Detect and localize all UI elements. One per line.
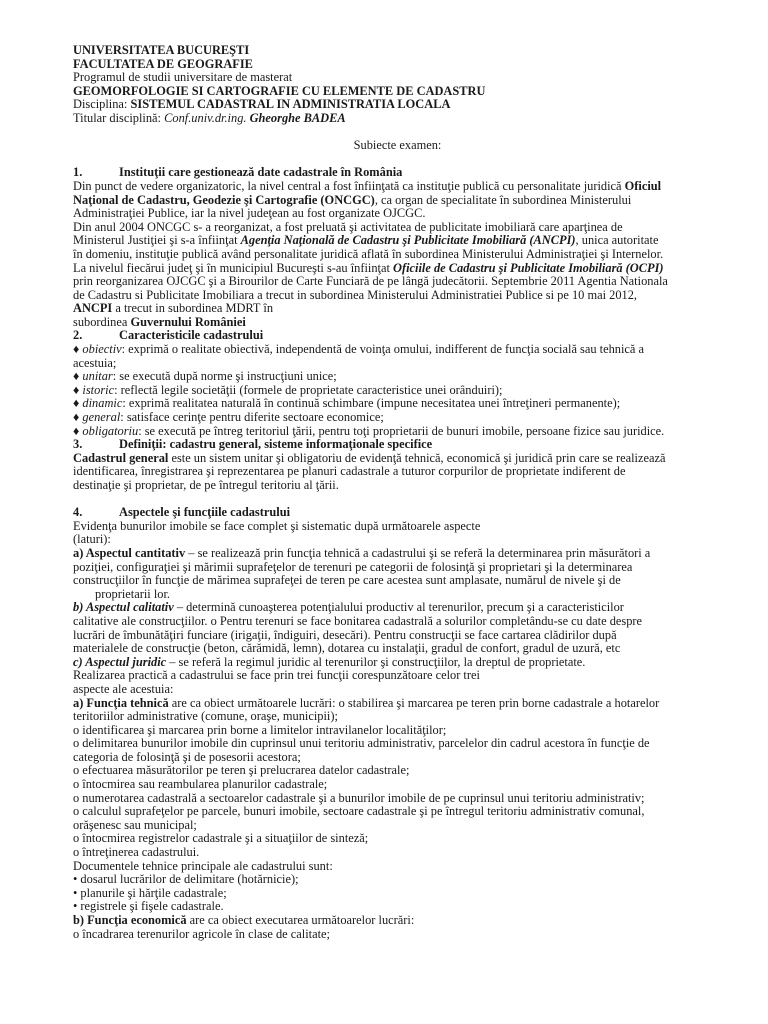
list-item: o delimitarea bunurilor imobile din cuprinsul unui teritoriu administrativ, parcelelor din cadrul acestora în funcţie de [73,736,650,751]
holder-label: Titular disciplină: [73,110,165,125]
list-item: o efectuarea măsurătorilor pe teren şi prelucrarea datelor cadastrale; [73,763,410,778]
section-2-title: Caracteristicile cadastrului [119,328,264,343]
documents-title: Documentele tehnice principale ale cadastrului sunt: [73,858,333,873]
technical-function-line: teritoriilor administrative (comune, oraşe, municipii); [73,709,338,724]
section-1-number: 1. [73,165,83,180]
section-3-heading [73,438,722,452]
section-3-title: Definiţii: cadastru general, sisteme informaţionale specifice [119,437,433,452]
section-2-number: 2. [73,328,83,343]
diamond-bullet-icon: ♦ [73,342,83,357]
list-item: o întreţinerea cadastrului. [73,845,200,860]
discipline-line [73,98,722,112]
holder-title: Conf.univ.dr.ing. [164,110,247,125]
list-item: • dosarul lucrărilor de delimitare (hotărnicie); [73,872,299,887]
aspect-juridical: c) Aspectul juridic – se referă la regimul juridic al terenurilor şi construcţiilor, la dreptul de proprietate. [73,654,586,669]
holder-line [73,112,722,126]
technical-function: a) Funcţia tehnică are ca obiect următoarele lucrări: o stabilirea şi marcarea pe teren prin borne cadastrale a hotarelor [73,695,660,710]
list-item: o întocmirea sau reambularea planurilor cadastrale; [73,777,328,792]
s3-line-1: Cadastrul general este un sistem unitar şi obligatoriu de evidenţă tehnică, economică şi juridică prin care se realizează [73,450,666,465]
list-item: o întocmirea registrelor cadastrale şi a situaţiilor de sinteză; [73,831,369,846]
section-4-title: Aspectele şi funcţiile cadastrului [119,505,291,520]
characteristic-item: ♦ istoric: reflectă legile societăţii (formele de proprietate caracteristice unei orânduiri); [73,382,503,397]
list-item: categoria de folosinţă şi de posesorii acestora; [73,749,301,764]
list-item: o încadrarea terenurilor agricole în clase de calitate; [73,926,330,941]
program-name: Programul de studii universitare de masterat [73,70,293,85]
diamond-bullet-icon: ♦ [73,396,83,411]
diamond-bullet-icon: ♦ [73,369,83,384]
holder-name: Gheorghe BADEA [246,110,346,125]
diamond-bullet-icon: ♦ [73,423,83,438]
characteristic-item: ♦ obligatoriu: se execută pe întreg teritoriul ţării, pentru toţi proprietarii de bunuri imobile, persoane fizice sau juridice. [73,423,665,438]
aspect-qualitative-line: lucrări de îmbunătăţiri funciare (irigaţii, îndiguiri, desecări). Pentru construcţii se face cartarea clădirilor după [73,627,617,642]
s1-line-11: subordinea Guvernului României [73,314,246,329]
aspect-quantitative: a) Aspectul cantitativ – se realizează prin funcţia tehnică a cadastrului şi se referă la determinarea prin măsurători a [73,545,651,560]
s4-intro-1: Evidenţa bunurilor imobile se face complet şi sistematic după următoarele aspecte [73,518,481,533]
exam-title: Subiecte examen: [353,138,442,153]
s1-line-4: Din anul 2004 ONCGC s- a reorganizat, a fost preluată şi activitatea de publicitate imobiliară care aparţinea de [73,219,623,234]
list-item: o calculul suprafeţelor pe parcele, bunuri imobile, sectoare cadastrale şi pe întregul teritoriu administrativ comunal, [73,804,645,819]
characteristic-item: ♦ general: satisface cerinţe pentru diferite sectoare economice; [73,410,384,425]
discipline-name: SISTEMUL CADASTRAL IN ADMINISTRATIA LOCALA [130,97,451,112]
master-title: GEOMORFOLOGIE SI CARTOGRAFIE CU ELEMENTE DE CADASTRU [73,83,486,98]
s1-line-8: prin reorganizarea OJCGC şi a Birourilor de Carte Funciară de pe lângă judecătorii. Septembrie 2011 Agentia Nationala [73,274,668,289]
section-3-number: 3. [73,437,83,452]
s1-line-7: La nivelul fiecărui judeţ şi în municipiul Bucureşti s-au înfiinţat Oficiile de Cadastru şi Publicitate Imobiliară (OCPI) [73,260,664,275]
section-2-heading [73,329,722,343]
s1-line-6: în domeniu, instituţie publică având personalitate juridică aflată în subordinea Ministerului Administraţiei şi Internelor. [73,246,664,261]
aspect-quantitative-line: poziţiei, configuraţiei şi mărimii suprafeţelor de terenuri pe categorii de folosinţă şi proprietari şi la determinarea [73,559,633,574]
realization-line: Realizarea practică a cadastrului se face prin trei funcţii corespunzătoare celor trei [73,668,480,683]
aspect-qualitative: b) Aspectul calitativ – determină cunoaşterea potenţialului productiv al terenurilor, precum şi a caracteristicilor [73,600,624,615]
list-item: o identificarea şi marcarea prin borne a limitelor intravilanelor localităţilor; [73,722,447,737]
s1-line-3: Administraţiei Publice, iar la nivel judeţean au fost organizate OJCGC. [73,206,426,221]
s1-line-2: Naţional de Cadastru, Geodezie şi Cartografie (ONCGC), ca organ de specialitate în subordinea Ministerului [73,192,632,207]
characteristic-item: ♦ unitar: se execută după norme şi instrucţiuni unice; [73,369,337,384]
university-name: UNIVERSITATEA BUCUREŞTI [73,43,250,57]
s3-line-2: identificarea, înregistrarea şi reprezentarea pe planuri cadastrale a tuturor corpurilor de proprietate indiferent de [73,464,626,479]
aspect-qualitative-line: calitative ale construcţiilor. o Pentru terenuri se face bonitarea cadastrală a solurilor completându-se cu date despre [73,613,643,628]
section-1-heading [73,166,722,180]
realization-line: aspecte ale acestuia: [73,681,174,696]
s3-line-3: destinaţie şi proprietar, de pe întregul teritoriu al ţării. [73,478,339,492]
section-4-number: 4. [73,505,83,520]
s4-intro-2: (laturi): [73,532,111,547]
characteristic-item: ♦ obiectiv: exprimă o realitate obiectivă, independentă de voinţa omului, indifferent de funcţia socială sau tehnică a [73,342,645,357]
section-1-title: Instituţii care gestionează date cadastrale în România [119,165,403,180]
list-item: o numerotarea cadastrală a sectoarelor cadastrale şi a bunurilor imobile de pe cuprinsul unui teritoriu administrativ; [73,790,645,805]
s1-line-9: de Cadastru si Publicitate Imobiliara a trecut in subordinea Ministerului Administratiei Publice si pe 10 mai 2012, [73,287,638,302]
aspect-quantitative-line: construcţiilor în funcţie de mărimea suprafeţei de teren pe care acestea sunt amplasate, numărul de nivele şi de [73,573,621,588]
list-item: • planurile şi hărţile cadastrale; [73,885,227,900]
diamond-bullet-icon: ♦ [73,382,83,397]
list-item: orăşenesc sau municipal; [73,817,197,832]
s1-line-10: ANCPI a trecut in subordinea MDRT în [73,301,274,316]
diamond-bullet-icon: ♦ [73,410,83,425]
section-4-heading [73,506,722,520]
economic-function: b) Funcţia economică are ca obiect executarea următoarelor lucrări: [73,913,415,927]
discipline-label: Disciplina: [73,97,131,112]
characteristic-item-continuation: acestuia; [73,355,117,370]
aspect-quantitative-line: proprietarii lor. [95,586,171,601]
faculty-name: FACULTATEA DE GEOGRAFIE [73,56,253,71]
aspect-qualitative-line: materialele de construcţie (beton, cărămidă, lemn), dotarea cu instalaţii, gradul de confort, gradul de uzură, etc [73,641,621,656]
s1-line-5: Ministerul Justiţiei şi s-a înfiinţat Agenţia Naţională de Cadastru şi Publicitate Imobiliară (ANCPI), unica autoritate [73,233,659,248]
characteristic-item: ♦ dinamic: exprimă realitatea naturală în continuă schimbare (impune necesitatea unei întreţineri permanente); [73,396,621,411]
s1-line-1: Din punct de vedere organizatoric, la nivel central a fost înfiinţată ca instituţie publică cu personalitate juridică Oficiul [73,178,662,193]
list-item: • registrele şi fişele cadastrale. [73,899,224,914]
